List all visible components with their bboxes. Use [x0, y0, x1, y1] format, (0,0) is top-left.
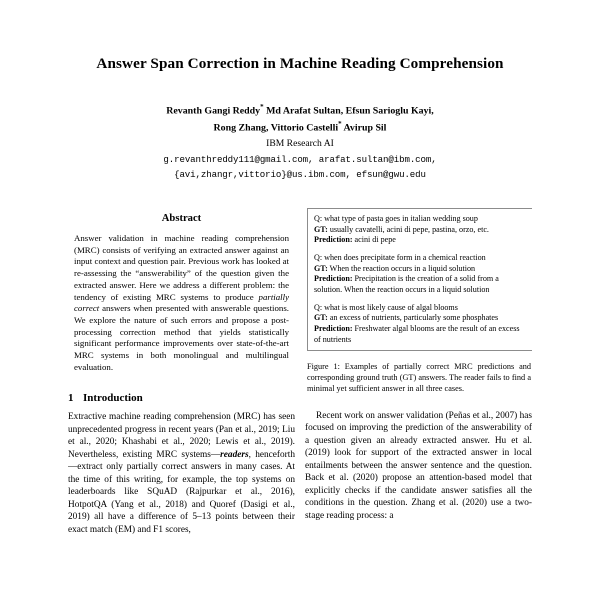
qa-example-2: [314, 253, 528, 296]
qa-question-line: [314, 253, 528, 264]
qa-prediction-text: Freshwater algal blooms are the result of an excess of nutrients: [314, 324, 520, 344]
author-names-2: Rong Zhang, Vittorio Castelli: [213, 122, 339, 134]
affiliation: IBM Research AI: [266, 137, 334, 149]
qa-question-label: Q:: [314, 214, 323, 223]
qa-example-1: [314, 214, 528, 246]
abstract-heading: Abstract: [161, 213, 202, 224]
qa-prediction-text: acini di pepe: [352, 235, 396, 245]
figure-1-box: [307, 208, 532, 351]
qa-question-text: what is most likely cause of algal blooms: [322, 302, 458, 312]
abstract-text-a: Answer validation in machine reading comprehension (MRC) consists of verifying an extracted answer against an input context and question pair. Previous work has looked at re-assessing the “answerability” of the question given the extracted answer. Here we address a different problem: the tendency of existing MRC systems to produce: [74, 233, 289, 302]
author-names-1: Revanth Gangi Reddy: [166, 105, 261, 117]
qa-prediction-label: Prediction:: [314, 324, 353, 334]
qa-prediction-label: Prediction:: [314, 274, 353, 284]
abstract-body: [68, 233, 295, 373]
qa-example-3: [314, 303, 528, 346]
qa-groundtruth-label: GT:: [314, 263, 328, 273]
author-line-1: [60, 102, 540, 119]
body-columns: [0, 208, 600, 600]
intro-text-b: , henceforth—extract only partially correct answers in many cases. At the time of this writing, for example, the top systems on leaderboards like SQuAD (Rajpurkar et al., 2016), HotpotQA (Yang et al., 2018) and Quoref (Dasigi et al., 2019) all have a difference of 5–13 points between their exact match (EM) and F1 scores,: [68, 449, 295, 535]
intro-emph-readers: readers: [220, 449, 249, 460]
qa-groundtruth-line: [314, 313, 528, 324]
left-column: [68, 208, 295, 600]
author-names-1-rest: Md Arafat Sultan, Efsun Sarioglu Kayi,: [266, 105, 434, 117]
page-title: Answer Span Correction in Machine Reading Comprehension: [96, 55, 504, 72]
title-block: [0, 0, 600, 183]
qa-question-text: what type of pasta goes in italian wedding soup: [322, 214, 478, 223]
figure-1-caption: Figure 1: Examples of partially correct MRC predictions and corresponding ground truth (GT) answers. The reader fails to find a minimal yet sufficient answer in all three cases.: [307, 362, 531, 393]
qa-groundtruth-text: an excess of nutrients, particularly some phosphates: [327, 313, 499, 323]
intro-text-a: Extractive machine reading comprehension (MRC) has seen unprecedented progress in recent years (Pan et al., 2019; Liu et al., 2020; Khashabi et al., 2020; Lewis et al., 2019). Nevertheless, existing MRC systems—: [68, 412, 295, 460]
qa-question-label: Q:: [314, 302, 323, 312]
qa-prediction-label: Prediction:: [314, 235, 353, 245]
abstract-emph-partially-correct: partially correct: [74, 291, 289, 314]
qa-prediction-line: [314, 274, 528, 295]
qa-groundtruth-line: [314, 264, 528, 275]
related-work-paragraph: Recent work on answer validation (Peñas et al., 2007) has focused on improving the prediction of the answerability of a question given an already extracted answer. Hu et al. (2019) look for support of the extracted answer in local entailments between the answer sentence and the question. Back et al. (2020) propose an attention-based model that explicitly checks if the candidate answer satisfies all the conditions in the question. Zhang et al. (2020) use a two-stage reading process: a: [305, 410, 532, 521]
author-line-2: [60, 119, 540, 136]
qa-prediction-text: Precipitation is the creation of a solid from a solution. When the reaction occurs in a liquid solution: [314, 274, 499, 295]
introduction-paragraph-1: [68, 411, 295, 536]
email-line-2: {avi,zhangr,vittorio}@us.ibm.com, efsun@gwu.edu: [174, 169, 426, 180]
qa-groundtruth-label: GT:: [314, 313, 328, 323]
author-emails: [60, 153, 540, 182]
right-column: [305, 208, 532, 600]
qa-groundtruth-text: When the reaction occurs in a liquid solution: [327, 263, 476, 273]
author-list: [60, 102, 540, 135]
abstract-text-b: answers when presented with answerable questions. We explore the nature of such errors and propose a post-processing correction method that yields statistically significant performance improvements over state-of-the-art MRC systems in both monolingual and multilingual evaluation.: [74, 303, 289, 372]
qa-prediction-line: [314, 324, 528, 345]
qa-question-label: Q:: [314, 253, 323, 263]
qa-groundtruth-line: [314, 225, 528, 236]
author-footnote-marker-2: *: [338, 119, 342, 128]
qa-prediction-line: [314, 235, 528, 246]
author-names-2-rest: Avirup Sil: [343, 122, 387, 134]
qa-question-line: [314, 303, 528, 314]
author-footnote-marker-1: *: [260, 103, 264, 112]
introduction-heading-label: Introduction: [83, 392, 143, 405]
qa-question-text: when does precipitate form in a chemical reaction: [322, 253, 486, 263]
introduction-heading: [68, 392, 295, 404]
introduction-number: 1: [68, 392, 74, 405]
qa-question-line: [314, 214, 528, 225]
qa-groundtruth-label: GT:: [314, 224, 328, 234]
qa-groundtruth-text: usually cavatelli, acini di pepe, pastina, orzo, etc.: [327, 224, 489, 234]
email-line-1: g.revanthreddy111@gmail.com, arafat.sultan@ibm.com,: [163, 154, 437, 166]
